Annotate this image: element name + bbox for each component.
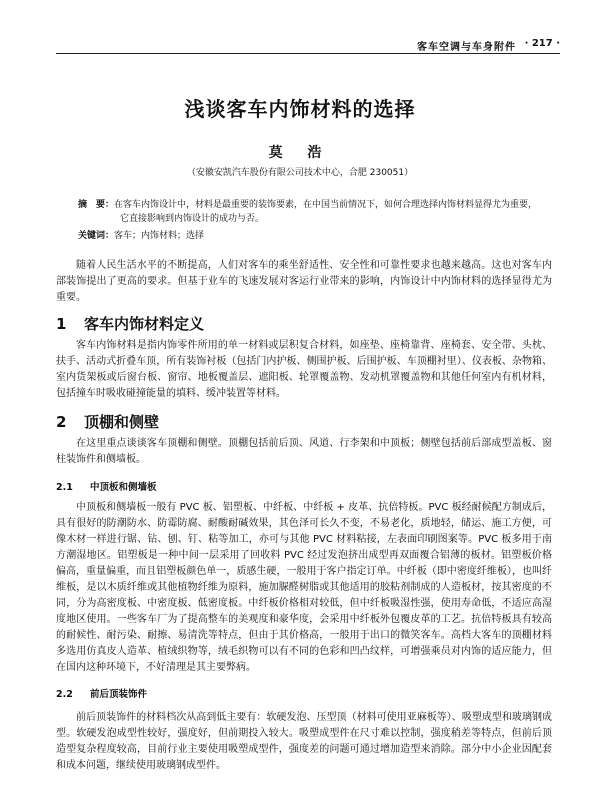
keywords-label: 关键词：	[78, 231, 115, 241]
section-2-2-heading	[56, 686, 147, 700]
section-2-2-body: 前后顶装饰件的材料档次从高到低主要有：软硬发泡、压型顶（材料可使用亚麻板等）、吸塑成型和玻璃钢成型。软硬发泡成型性较好，强度好，但前期投入较大。吸塑成型件在尺寸难以控制，强度稍差等特点，但前后顶造型复杂程度较高，目前行业主要使用吸塑成型件，强度差的问题可通过增加造型来消除。部分中小企业因配套和成本问题，继续使用玻璃钢成型件。	[56, 712, 552, 771]
section-2-1-number: 2.1	[56, 482, 73, 493]
section-2-2-title: 前后顶装饰件	[90, 689, 148, 700]
section-1-body: 客车内饰材料是指内饰零件所用的单一材料或层积复合材料，如座垫、座椅靠背、座椅套、安全带、头枕、扶手、活动式折叠车顶，所有装饰衬板（包括门内护板、侧围护板、后围护板、车顶棚衬里）、仪表板、杂物箱、室内货架板或后窗台板、窗帘、地板覆盖层、遮阳板、轮罩覆盖物、发动机罩覆盖物和其他任何室内有机材料，包括撞车时吸收碰撞能量的填料、缓冲装置等材料。	[56, 340, 552, 399]
section-1-number: 1	[56, 315, 67, 333]
paper-title: 浅谈客车内饰材料的选择	[184, 97, 416, 121]
section-2-1-body: 中顶板和侧墙板一般有 PVC 板、铝塑板、中纤板、中纤板 + 皮革、抗倍特板。PVC 板经耐候配方制成后，具有很好的防潮防水、防霉防腐、耐酸耐碱效果，其色泽可长久不变，不易老化，质地轻，储运、施工方便，可像木材一样进行锯、钻、刨、钉、粘等加工，亦可与其他 PVC 材料粘接，左表面印刷图案等。PVC 板多用于南方潮湿地区。铝塑板是一种中间一层采用了回收料 PVC 经过发泡挤出成型再双面覆合铝薄的板材。铝塑板价格偏高，重量偏重，而且铝塑板颜色单一，质感生硬，一般用于客户指定订单。中纤板（即中密度纤维板），也叫纤维板，是以木质纤维或其他植物纤维为原料，施加脲醛树脂或其他适用的胶粘剂制成的人造板材，按其密度的不同，分为高密度板、中密度板、低密度板。中纤板价格相对较低，但中纤板吸湿性强，使用寿命低，不适应高湿度地区使用。一些客车厂为了提高整车的美观度和豪华度，会采用中纤板外包覆皮革的工艺。抗倍特板具有较高的耐候性、耐污染、耐擦、易清洗等特点，但由于其价格高，一般用于出口的微笑客车。高档大客车的顶棚材料多选用仿真皮人造革、植绒织物等，绒毛织物可以有不同的色彩和凹凸纹样，可增强乘员对内饰的适应能力，但在国内这种环境下，不好清理是其主要弊病。	[56, 502, 552, 673]
author-name: 莫 浩	[268, 145, 332, 161]
section-2-1-heading	[56, 479, 157, 493]
page-number: · 217 ·	[524, 38, 560, 49]
section-2-number: 2	[56, 413, 67, 431]
section-2-title: 顶棚和侧壁	[84, 413, 160, 431]
section-2-2-number: 2.2	[56, 689, 73, 700]
author-affiliation: （安徽安凯汽车股份有限公司技术中心，合肥 230051）	[186, 168, 414, 178]
section-2-heading	[56, 411, 159, 432]
section-2-1-title: 中顶板和侧墙板	[90, 482, 157, 493]
section-1-heading	[56, 313, 204, 334]
keywords	[78, 228, 204, 241]
section-2-body: 在这里重点谈谈客车顶棚和侧壁。顶棚包括前后顶、风道、行李架和中顶板；侧壁包括前后部成型盖板、窗柱装饰件和侧墙板。	[56, 438, 552, 465]
keywords-text: 客车；内饰材料；选择	[114, 231, 205, 241]
abstract-line-1: 在客车内饰设计中，材料是最重要的装饰要素，在中国当前情况下，如何合理选择内饰材料显得尤为重要，	[114, 200, 538, 210]
running-title: 客车空调与车身附件	[417, 42, 516, 53]
intro-paragraph: 随着人民生活水平的不断提高，人们对客车的乘坐舒适性、安全性和可靠性要求也越来越高。这也对客车内部装饰提出了更高的要求。但基于业车的飞速发展对客运行业带来的影响，内饰设计中内饰材料的选择显得尤为重要。	[56, 260, 552, 303]
abstract	[78, 198, 538, 226]
abstract-line-2: 它直接影响到内饰设计的成功与否。	[120, 214, 265, 224]
header-rule	[56, 53, 560, 54]
abstract-label: 摘 要：	[78, 200, 115, 210]
section-1-title: 客车内饰材料定义	[84, 315, 205, 333]
running-header	[56, 38, 560, 56]
